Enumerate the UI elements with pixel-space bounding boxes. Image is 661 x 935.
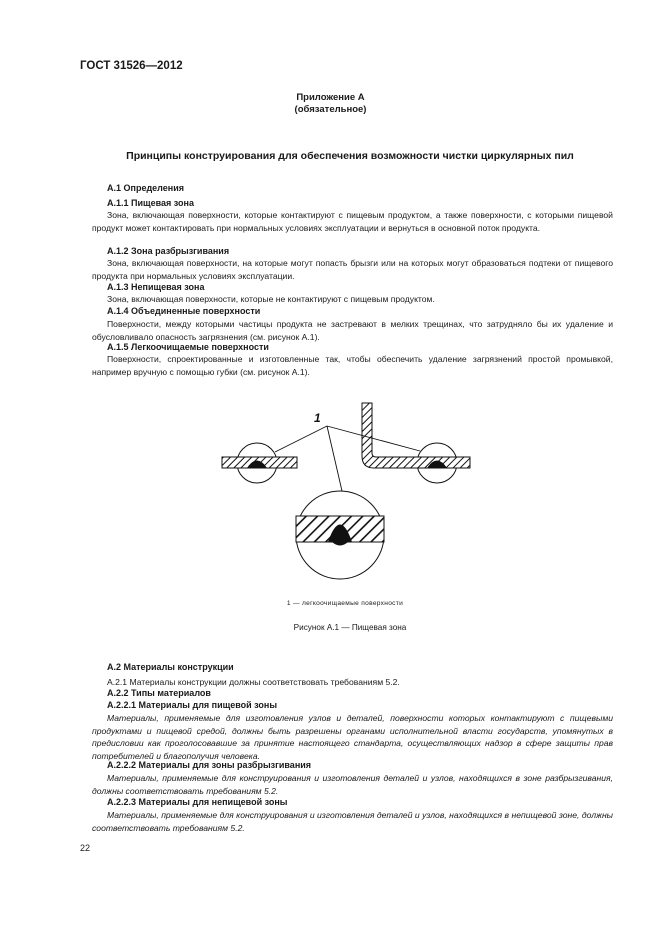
nonfood-zone-materials-heading: А.2.2.3 Материалы для непищевой зоны [107, 797, 288, 807]
splash-zone-materials-heading: А.2.2.2 Материалы для зоны разбрызгивания [107, 760, 312, 770]
nonfood-zone-materials-text: Материалы, применяемые для конструирования и изготовления деталей и узлов, находящихся в непищевой зоне, должны соответствовать требованиям 5.2. [92, 810, 613, 833]
food-zone-materials-heading: А.2.2.1 Материалы для пищевой зоны [107, 700, 278, 710]
easy-clean-heading: А.1.5 Легкоочищаемые поверхности [107, 342, 269, 352]
right-joint-detail [362, 403, 470, 483]
magnified-joint-detail [296, 491, 384, 579]
food-zone-figure [200, 395, 510, 590]
food-zone-heading: А.1.1 Пищевая зона [107, 198, 194, 208]
splash-zone-materials-text: Материалы, применяемые для конструирования и изготовления деталей и узлов, находящихся в зоне разбрызгивания, должны соответствовать требованиям 5.2. [92, 773, 613, 796]
nonfood-zone-heading: А.1.3 Непищевая зона [107, 282, 205, 292]
section-a2-heading: А.2 Материалы конструкции [107, 662, 234, 672]
left-joint-detail [222, 443, 297, 483]
easy-clean-definition: Поверхности, спроектированные и изготовленные так, чтобы обеспечить удаление загрязнений простой промывкой, например вручную с помощью губки (см. рисунок А.1). [92, 354, 613, 377]
page-number: 22 [80, 843, 91, 853]
food-zone-definition: Зона, включающая поверхности, которые контактируют с пищевым продуктом, а также поверхности, с которыми пищевой продукт может контактировать при нормальных условиях эксплуатации и вернуться в основной поток продукта. [92, 210, 613, 233]
figure-legend: 1 — легкоочищаемые поверхности [286, 600, 404, 607]
material-types-heading: А.2.2 Типы материалов [107, 688, 211, 698]
splash-zone-heading: А.1.2 Зона разбрызгивания [107, 246, 230, 256]
figure-caption: Рисунок А.1 — Пищевая зона [293, 623, 407, 632]
figure-callout-number: 1 [314, 411, 321, 425]
document-standard-header: ГОСТ 31526—2012 [80, 60, 183, 72]
nonfood-zone-definition: Зона, включающая поверхности, которые не контактируют с пищевым продуктом. [107, 294, 435, 304]
materials-requirement: А.2.1 Материалы конструкции должны соответствовать требованиям 5.2. [107, 677, 400, 687]
annex-status: (обязательное) [294, 104, 367, 115]
joined-surfaces-definition: Поверхности, между которыми частицы продукта не застревают в мелких трещинах, что затрудняло бы их удаление и обусловливало опасность загрязнения (см. рисунок А.1). [92, 319, 613, 342]
annex-title: Приложение А [296, 92, 365, 103]
section-title: Принципы конструирования для обеспечения возможности чистки циркулярных пил [126, 150, 574, 162]
section-a1-heading: А.1 Определения [107, 183, 184, 193]
splash-zone-definition: Зона, включающая поверхности, на которые могут попасть брызги или на которых могут образоваться подтеки от пищевого продукта при нормальных условиях эксплуатации. [92, 258, 613, 281]
joined-surfaces-heading: А.1.4 Объединенные поверхности [107, 306, 261, 316]
food-zone-materials-text: Материалы, применяемые для изготовления узлов и деталей, поверхности которых контактируют с пищевыми продуктами и пищевой средой, должны быть разрешены органами исполнительной власти государств, упомянутых в предисловии как проголосовавшие за принятие настоящего стандарта, осуществляющих надзор в сфере защиты прав потребителей и благополучия человека. [92, 713, 613, 761]
